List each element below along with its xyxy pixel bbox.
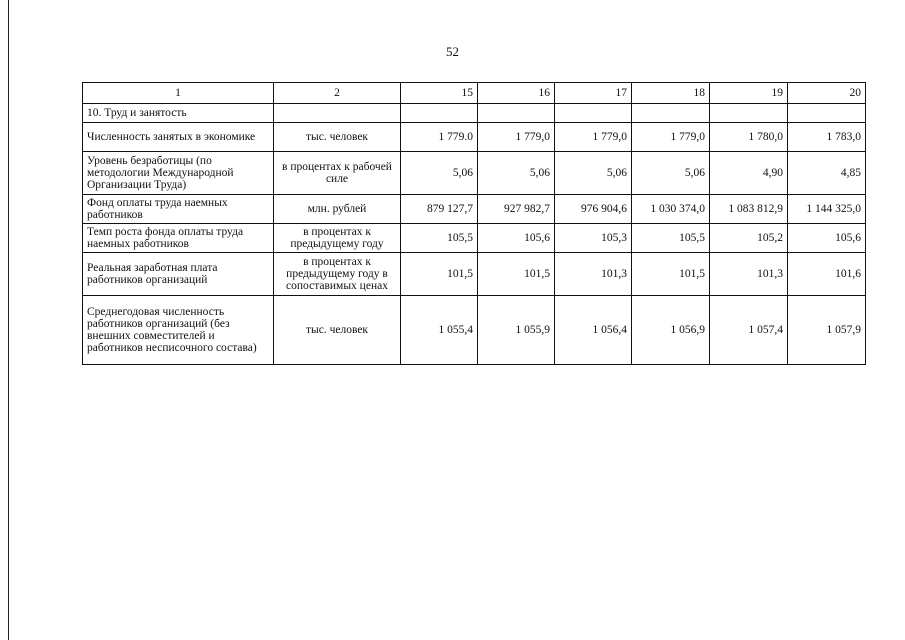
section-title: 10. Труд и занятость bbox=[83, 104, 274, 123]
header-cell: 18 bbox=[632, 83, 710, 104]
table-row bbox=[83, 152, 866, 195]
value-cell: 105,6 bbox=[788, 224, 866, 253]
value-cell: 1 083 812,9 bbox=[710, 195, 788, 224]
scan-edge-line bbox=[8, 0, 9, 640]
empty-cell bbox=[788, 104, 866, 123]
header-cell: 17 bbox=[555, 83, 632, 104]
value-cell: 1 056,4 bbox=[555, 296, 632, 365]
empty-cell bbox=[632, 104, 710, 123]
value-cell: 879 127,7 bbox=[401, 195, 478, 224]
unit-cell: в процентах к предыдущему году bbox=[274, 224, 401, 253]
unit-cell: тыс. человек bbox=[274, 296, 401, 365]
header-cell: 16 bbox=[478, 83, 555, 104]
header-cell: 2 bbox=[274, 83, 401, 104]
value-cell: 101,5 bbox=[478, 253, 555, 296]
header-cell: 15 bbox=[401, 83, 478, 104]
value-cell: 927 982,7 bbox=[478, 195, 555, 224]
value-cell: 1 783,0 bbox=[788, 123, 866, 152]
indicator-cell: Фонд оплаты труда наемных работников bbox=[83, 195, 274, 224]
value-cell: 101,3 bbox=[555, 253, 632, 296]
indicator-cell: Темп роста фонда оплаты труда наемных работников bbox=[83, 224, 274, 253]
value-cell: 5,06 bbox=[555, 152, 632, 195]
page-number: 52 bbox=[446, 44, 459, 59]
value-cell: 1 055,4 bbox=[401, 296, 478, 365]
value-cell: 1 056,9 bbox=[632, 296, 710, 365]
indicator-cell: Численность занятых в экономике bbox=[83, 123, 274, 152]
value-cell: 105,3 bbox=[555, 224, 632, 253]
value-cell: 1 057,9 bbox=[788, 296, 866, 365]
unit-cell: тыс. человек bbox=[274, 123, 401, 152]
header-cell: 20 bbox=[788, 83, 866, 104]
header-cell: 1 bbox=[83, 83, 274, 104]
value-cell: 4,90 bbox=[710, 152, 788, 195]
value-cell: 976 904,6 bbox=[555, 195, 632, 224]
table-header-row bbox=[83, 83, 866, 104]
value-cell: 101,3 bbox=[710, 253, 788, 296]
header-cell: 19 bbox=[710, 83, 788, 104]
value-cell: 101,5 bbox=[632, 253, 710, 296]
value-cell: 101,6 bbox=[788, 253, 866, 296]
value-cell: 5,06 bbox=[401, 152, 478, 195]
value-cell: 5,06 bbox=[632, 152, 710, 195]
indicator-cell: Среднегодовая численность работников организаций (без внешних совместителей и работников несписочного состава) bbox=[83, 296, 274, 365]
unit-cell: млн. рублей bbox=[274, 195, 401, 224]
value-cell: 101,5 bbox=[401, 253, 478, 296]
value-cell: 1 779,0 bbox=[632, 123, 710, 152]
value-cell: 1 779.0 bbox=[401, 123, 478, 152]
value-cell: 1 030 374,0 bbox=[632, 195, 710, 224]
indicator-cell: Уровень безработицы (по методологии Международной Организации Труда) bbox=[83, 152, 274, 195]
value-cell: 105,2 bbox=[710, 224, 788, 253]
value-cell: 105,5 bbox=[632, 224, 710, 253]
empty-cell bbox=[555, 104, 632, 123]
table-row bbox=[83, 253, 866, 296]
empty-cell bbox=[710, 104, 788, 123]
section-row bbox=[83, 104, 866, 123]
unit-cell: в процентах к предыдущему году в сопоставимых ценах bbox=[274, 253, 401, 296]
indicator-cell: Реальная заработная плата работников организаций bbox=[83, 253, 274, 296]
value-cell: 105,5 bbox=[401, 224, 478, 253]
value-cell: 1 144 325,0 bbox=[788, 195, 866, 224]
table-row bbox=[83, 123, 866, 152]
table-row bbox=[83, 296, 866, 365]
empty-cell bbox=[478, 104, 555, 123]
table-row bbox=[83, 195, 866, 224]
value-cell: 4,85 bbox=[788, 152, 866, 195]
value-cell: 1 779,0 bbox=[478, 123, 555, 152]
empty-cell bbox=[274, 104, 401, 123]
value-cell: 1 780,0 bbox=[710, 123, 788, 152]
value-cell: 1 057,4 bbox=[710, 296, 788, 365]
value-cell: 1 779,0 bbox=[555, 123, 632, 152]
empty-cell bbox=[401, 104, 478, 123]
unit-cell: в процентах к рабочей силе bbox=[274, 152, 401, 195]
value-cell: 1 055,9 bbox=[478, 296, 555, 365]
labor-employment-table bbox=[82, 82, 866, 365]
value-cell: 105,6 bbox=[478, 224, 555, 253]
table-row bbox=[83, 224, 866, 253]
value-cell: 5,06 bbox=[478, 152, 555, 195]
